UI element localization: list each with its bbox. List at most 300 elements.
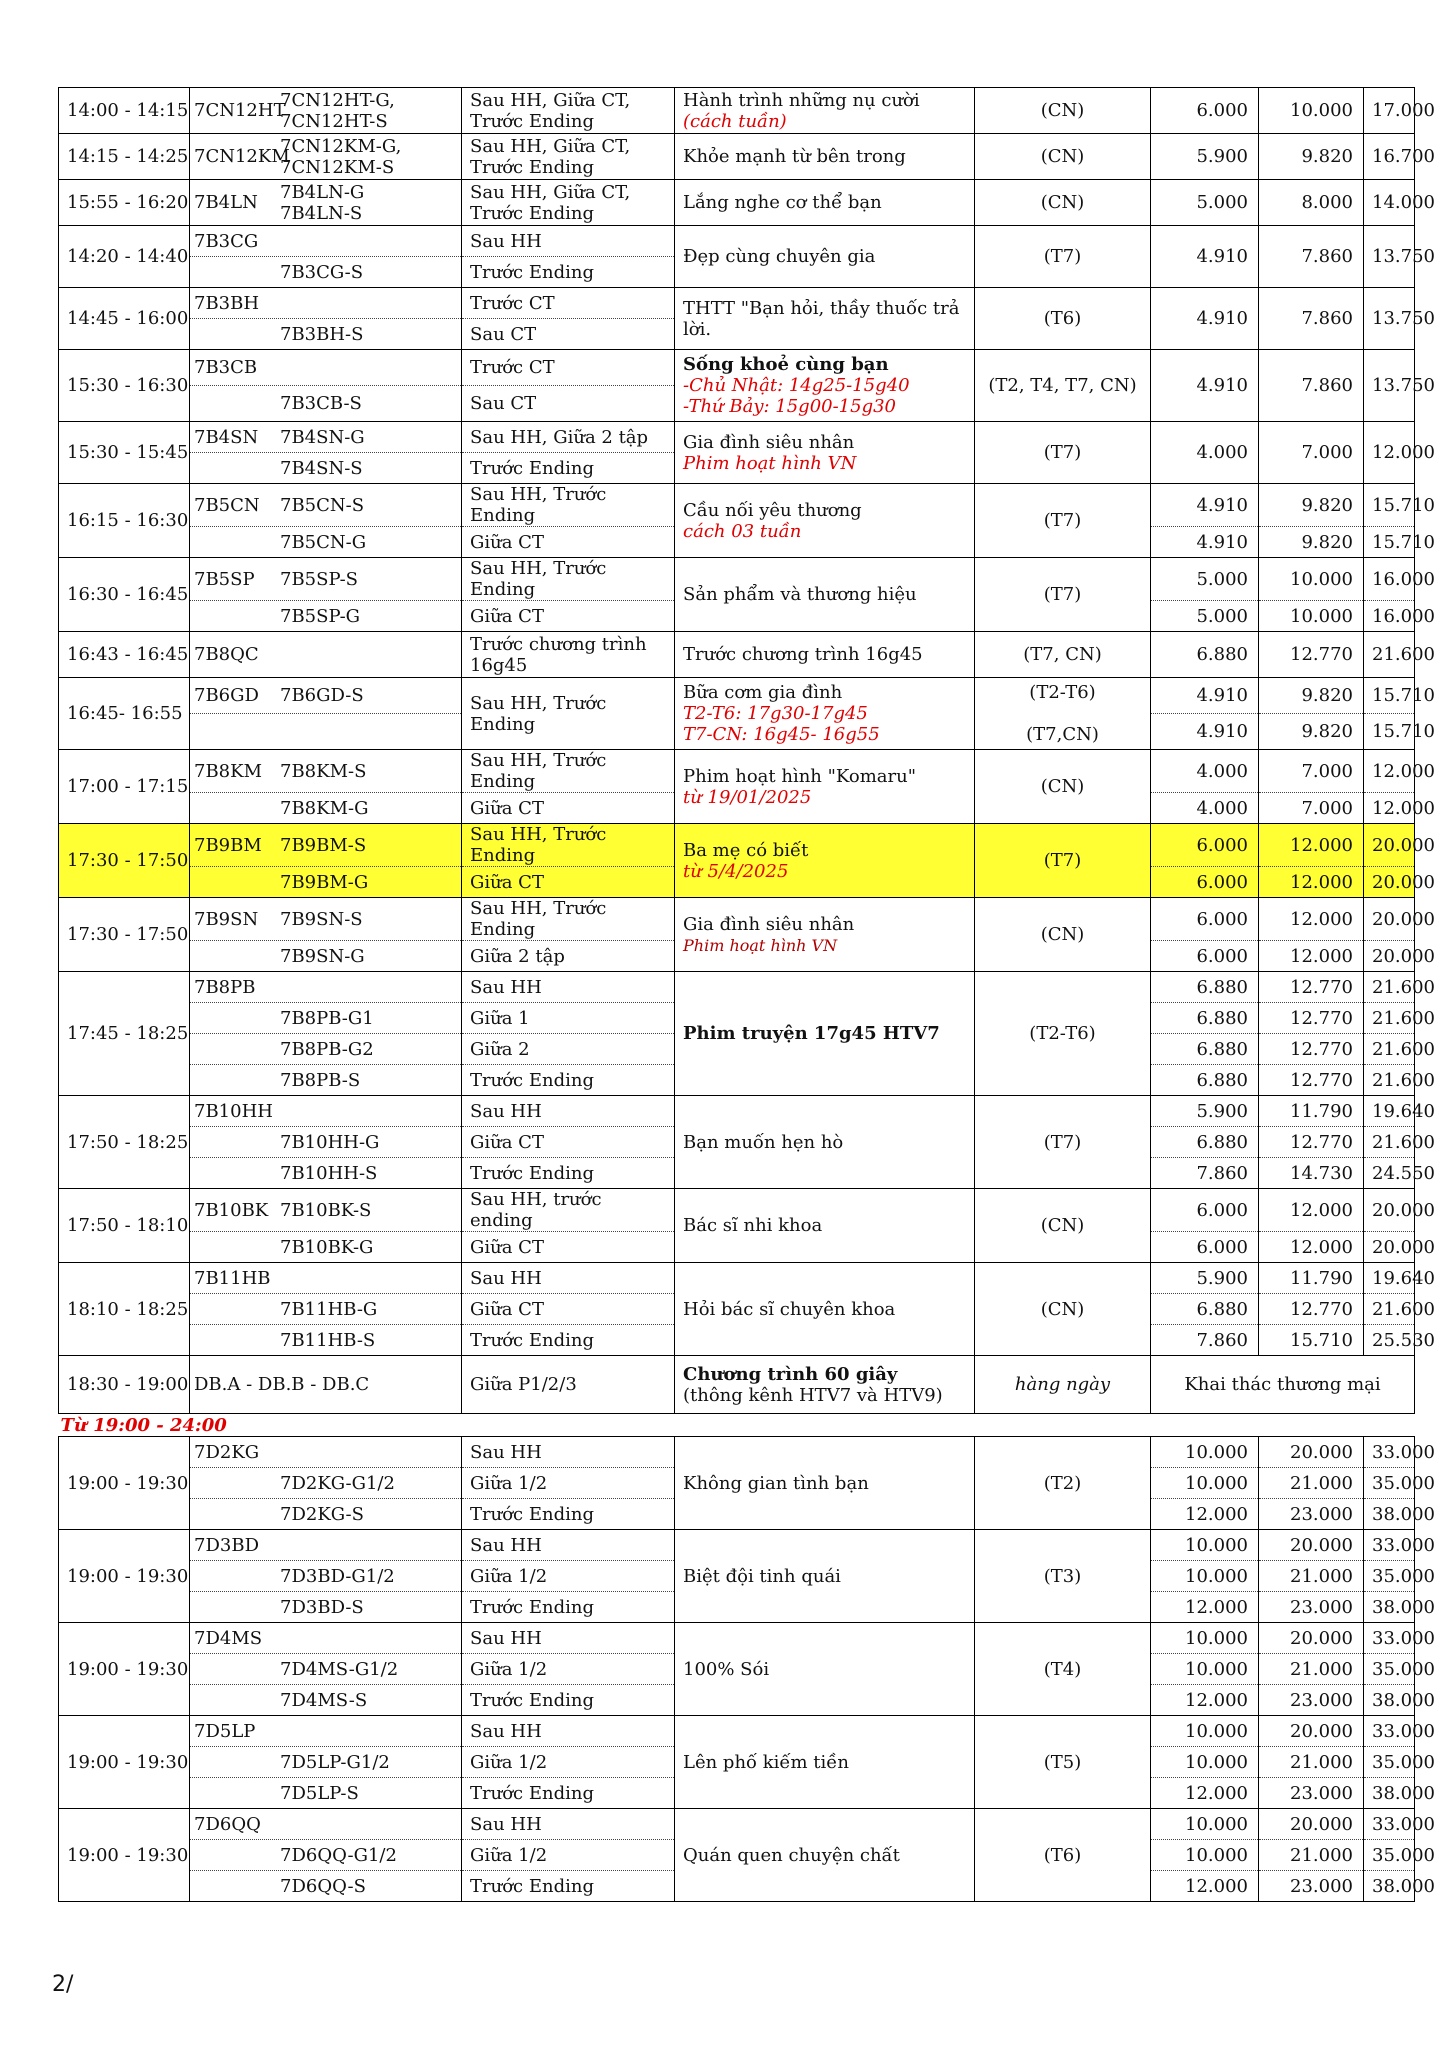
ad-position: Giữa 1 — [462, 1003, 675, 1034]
code-cell — [190, 1685, 462, 1716]
program-group — [59, 1356, 1415, 1414]
price-15s: 7.000 — [1259, 422, 1364, 484]
sub-code: 7B9SN-S — [280, 908, 363, 930]
code-cell — [190, 941, 462, 972]
price-30s: 38.000 — [1364, 1871, 1415, 1902]
time-slot: 14:00 - 14:15 — [59, 88, 190, 134]
sub-code: 7D5LP-G1/2 — [280, 1751, 390, 1773]
main-code: 7B4SN — [194, 426, 259, 448]
ad-position: Giữa 1/2 — [462, 1747, 675, 1778]
price-10s: 10.000 — [1151, 1530, 1259, 1561]
price-30s: 33.000 — [1364, 1530, 1415, 1561]
sub-code: 7B8KM-G — [280, 797, 369, 819]
price-15s: 7.860 — [1259, 226, 1364, 288]
sub-code: 7B5SP-G — [280, 605, 361, 627]
sub-code: 7B3CG-S — [280, 261, 364, 283]
price-15s: 12.000 — [1259, 824, 1364, 867]
sub-code: 7B10HH-G — [280, 1131, 380, 1153]
table-row — [59, 226, 1415, 257]
ad-position: Sau HH, Trước Ending — [462, 750, 675, 793]
program-name — [675, 558, 975, 632]
table-row — [59, 632, 1415, 678]
program-name — [675, 898, 975, 972]
ad-position: Giữa CT — [462, 867, 675, 898]
sub-code: 7B11HB-S — [280, 1329, 376, 1351]
program-name — [675, 750, 975, 824]
price-15s: 7.860 — [1259, 288, 1364, 350]
price-10s: 6.000 — [1151, 898, 1259, 941]
price-15s: 10.000 — [1259, 601, 1364, 632]
table-row — [59, 180, 1415, 226]
price-30s: 25.530 — [1364, 1325, 1415, 1356]
price-15s: 23.000 — [1259, 1871, 1364, 1902]
program-name — [675, 350, 975, 422]
program-title: Trước chương trình 16g45 — [683, 644, 923, 665]
ad-position: Sau HH — [462, 226, 675, 257]
price-10s: 6.880 — [1151, 1003, 1259, 1034]
ad-position: Giữa CT — [462, 601, 675, 632]
code-cell — [190, 350, 462, 386]
program-group — [59, 1437, 1435, 1530]
price-15s: 21.000 — [1259, 1747, 1364, 1778]
table-row — [59, 422, 1415, 453]
price-15s: 20.000 — [1259, 1716, 1364, 1747]
price-30s: 14.000 — [1364, 180, 1415, 226]
price-30s: 19.640 — [1364, 1263, 1415, 1294]
main-code: 7CN12KM — [194, 146, 290, 167]
price-30s: 13.750 — [1364, 288, 1415, 350]
price-30s: 35.000 — [1364, 1747, 1415, 1778]
sub-code: 7D3BD-S — [280, 1596, 364, 1618]
program-group — [59, 134, 1435, 180]
main-code: 7B6GD — [194, 685, 259, 706]
price-30s: 13.750 — [1364, 226, 1415, 288]
price-15s: 21.000 — [1259, 1468, 1364, 1499]
price-30s: 16.000 — [1364, 601, 1415, 632]
ad-position: Trước Ending — [462, 1499, 675, 1530]
price-15s: 12.770 — [1259, 1003, 1364, 1034]
price-15s: 12.770 — [1259, 1034, 1364, 1065]
price-30s: 21.600 — [1364, 972, 1415, 1003]
price-10s: 10.000 — [1151, 1623, 1259, 1654]
program-group — [59, 484, 1435, 558]
table-row — [59, 1356, 1415, 1414]
price-30s: 21.600 — [1364, 1294, 1415, 1325]
program-title: Chương trình 60 giây — [683, 1363, 898, 1385]
ad-position: Trước Ending — [462, 1325, 675, 1356]
price-note: Khai thác thương mại — [1151, 1356, 1415, 1414]
ad-position: Trước chương trình 16g45 — [462, 632, 675, 678]
code-cell — [190, 134, 462, 180]
price-30s: 12.000 — [1364, 793, 1415, 824]
sub-code: 7B8PB-G1 — [280, 1007, 374, 1029]
price-15s: 12.770 — [1259, 1294, 1364, 1325]
broadcast-day: (T2-T6) — [975, 972, 1151, 1096]
price-15s: 9.820 — [1259, 134, 1364, 180]
program-title: Bữa cơm gia đình — [683, 682, 843, 703]
table-row — [59, 1189, 1415, 1232]
price-15s: 12.770 — [1259, 972, 1364, 1003]
main-code: 7B11HB — [194, 1267, 271, 1289]
main-code: 7B8KM — [194, 760, 263, 782]
program-name — [675, 180, 975, 226]
rate-card-sheet — [58, 87, 1435, 1902]
sub-code: 7B5SP-S — [280, 568, 359, 590]
price-15s: 11.790 — [1259, 1096, 1364, 1127]
code-cell — [190, 601, 462, 632]
ad-position: Giữa 1/2 — [462, 1654, 675, 1685]
code-cell — [190, 288, 462, 319]
price-10s: 10.000 — [1151, 1437, 1259, 1468]
price-15s: 9.820 — [1259, 678, 1364, 714]
time-slot: 14:45 - 16:00 — [59, 288, 190, 350]
time-slot: 16:43 - 16:45 — [59, 632, 190, 678]
table-row — [59, 750, 1415, 793]
ad-position: Sau HH, Giữa 2 tập — [462, 422, 675, 453]
table-row — [59, 484, 1415, 527]
program-note: -Chủ Nhật: 14g25-15g40 -Thứ Bảy: 15g00-15g30 — [683, 375, 910, 417]
program-title: 100% Sói — [683, 1658, 770, 1680]
price-15s: 23.000 — [1259, 1778, 1364, 1809]
price-30s: 20.000 — [1364, 941, 1415, 972]
price-10s: 7.860 — [1151, 1158, 1259, 1189]
sub-code: 7D6QQ-S — [280, 1875, 366, 1897]
sub-code: 7B5CN-S — [280, 494, 365, 516]
broadcast-day: (T7) — [975, 226, 1151, 288]
price-10s: 6.000 — [1151, 88, 1259, 134]
program-title: Gia đình siêu nhân — [683, 913, 855, 935]
program-name — [675, 632, 975, 678]
price-10s: 6.000 — [1151, 1232, 1259, 1263]
program-note: (cách tuần) — [683, 110, 787, 132]
sub-code: 7B10BK-S — [280, 1199, 372, 1221]
program-name — [675, 1189, 975, 1263]
program-title: Lắng nghe cơ thể bạn — [683, 192, 882, 213]
sub-code: 7B9SN-G — [280, 945, 365, 967]
time-slot: 17:30 - 17:50 — [59, 824, 190, 898]
price-10s: 4.910 — [1151, 350, 1259, 422]
ad-position: Sau HH — [462, 1096, 675, 1127]
price-15s: 12.000 — [1259, 898, 1364, 941]
ad-position: Sau HH, Giữa CT, Trước Ending — [462, 88, 675, 134]
price-10s: 6.000 — [1151, 941, 1259, 972]
program-group — [59, 972, 1435, 1096]
price-10s: 4.000 — [1151, 750, 1259, 793]
price-30s: 20.000 — [1364, 824, 1415, 867]
table-row — [59, 1530, 1415, 1561]
program-name — [675, 88, 975, 134]
price-30s: 21.600 — [1364, 1127, 1415, 1158]
price-10s: 5.000 — [1151, 180, 1259, 226]
ad-position: Sau HH, Trước Ending — [462, 484, 675, 527]
sub-code: 7B10HH-S — [280, 1162, 378, 1184]
program-title: Gia đình siêu nhân — [683, 431, 855, 453]
code-cell — [190, 453, 462, 484]
table-row — [59, 972, 1415, 1003]
time-slot: 17:45 - 18:25 — [59, 972, 190, 1096]
program-name — [675, 972, 975, 1096]
price-30s: 33.000 — [1364, 1809, 1415, 1840]
price-10s: 10.000 — [1151, 1747, 1259, 1778]
table-row — [59, 1623, 1415, 1654]
main-code: 7D2KG — [194, 1441, 260, 1463]
program-group — [59, 824, 1435, 898]
price-15s: 9.820 — [1259, 527, 1364, 558]
price-15s: 21.000 — [1259, 1840, 1364, 1871]
program-name — [675, 1623, 975, 1716]
price-15s: 15.710 — [1259, 1325, 1364, 1356]
broadcast-day: (T6) — [975, 288, 1151, 350]
broadcast-day: (CN) — [975, 1263, 1151, 1356]
price-10s: 6.000 — [1151, 867, 1259, 898]
price-10s: 4.910 — [1151, 288, 1259, 350]
program-group — [59, 180, 1435, 226]
program-name — [675, 1263, 975, 1356]
code-cell — [190, 678, 462, 714]
table-row — [59, 1437, 1415, 1468]
time-slot: 16:45- 16:55 — [59, 678, 190, 750]
ad-position: Giữa P1/2/3 — [462, 1356, 675, 1414]
sub-code: 7B4LN-G 7B4LN-S — [280, 181, 365, 224]
price-10s: 4.910 — [1151, 527, 1259, 558]
code-cell — [190, 1189, 462, 1232]
program-group — [59, 1623, 1435, 1716]
price-30s: 21.600 — [1364, 1003, 1415, 1034]
price-30s: 38.000 — [1364, 1499, 1415, 1530]
price-10s: 12.000 — [1151, 1685, 1259, 1716]
time-slot: 17:50 - 18:10 — [59, 1189, 190, 1263]
price-15s: 23.000 — [1259, 1499, 1364, 1530]
program-title: Bác sĩ nhi khoa — [683, 1215, 823, 1236]
code-cell — [190, 1468, 462, 1499]
code-cell — [190, 824, 462, 867]
code-cell — [190, 1778, 462, 1809]
table-row — [59, 1716, 1415, 1747]
broadcast-day: (T2, T4, T7, CN) — [975, 350, 1151, 422]
price-15s: 9.820 — [1259, 484, 1364, 527]
price-30s: 20.000 — [1364, 867, 1415, 898]
price-30s: 20.000 — [1364, 1232, 1415, 1263]
code-cell — [190, 226, 462, 257]
price-10s: 12.000 — [1151, 1592, 1259, 1623]
time-slot: 18:10 - 18:25 — [59, 1263, 190, 1356]
code-cell — [190, 1437, 462, 1468]
program-name — [675, 1809, 975, 1902]
price-30s: 33.000 — [1364, 1623, 1415, 1654]
code-cell — [190, 1065, 462, 1096]
ad-position: Sau HH, Trước Ending — [462, 558, 675, 601]
sub-code: 7B11HB-G — [280, 1298, 378, 1320]
program-group — [59, 750, 1435, 824]
section-title: Từ 19:00 - 24:00 — [59, 1414, 1364, 1437]
code-cell — [190, 257, 462, 288]
price-10s: 5.000 — [1151, 601, 1259, 632]
section-header — [59, 1414, 1415, 1437]
program-name — [675, 134, 975, 180]
main-code: 7B10BK — [194, 1199, 269, 1221]
ad-position: Sau HH — [462, 1530, 675, 1561]
program-group — [59, 288, 1435, 350]
price-15s: 8.000 — [1259, 180, 1364, 226]
price-10s: 6.000 — [1151, 824, 1259, 867]
ad-position: Trước CT — [462, 350, 675, 386]
price-30s: 19.640 — [1364, 1096, 1415, 1127]
code-cell — [190, 1592, 462, 1623]
ad-position: Sau HH — [462, 1716, 675, 1747]
program-title: Hỏi bác sĩ chuyên khoa — [683, 1298, 896, 1320]
code-cell — [190, 484, 462, 527]
program-name — [675, 1530, 975, 1623]
price-15s: 9.820 — [1259, 714, 1364, 750]
code-cell — [190, 972, 462, 1003]
ad-position: Sau HH — [462, 1623, 675, 1654]
sub-code: 7B8KM-S — [280, 760, 367, 782]
price-10s: 6.880 — [1151, 1127, 1259, 1158]
program-title: Đẹp cùng chuyên gia — [683, 246, 876, 267]
price-10s: 4.000 — [1151, 422, 1259, 484]
program-note: T2-T6: 17g30-17g45 T7-CN: 16g45- 16g55 — [683, 703, 880, 745]
program-group — [59, 226, 1435, 288]
price-10s: 10.000 — [1151, 1561, 1259, 1592]
program-title: Bạn muốn hẹn hò — [683, 1131, 844, 1153]
table-row — [59, 558, 1415, 601]
program-note: Phim hoạt hình VN — [683, 935, 838, 955]
ad-position: Sau HH, Trước Ending — [462, 824, 675, 867]
price-30s: 24.550 — [1364, 1158, 1415, 1189]
program-group — [59, 1189, 1435, 1263]
program-group — [59, 350, 1435, 422]
ad-position: Sau HH — [462, 972, 675, 1003]
sub-code: 7B8PB-G2 — [280, 1038, 374, 1060]
ad-position: Giữa CT — [462, 527, 675, 558]
code-cell — [190, 1325, 462, 1356]
program-group — [59, 1716, 1435, 1809]
price-15s: 12.000 — [1259, 1232, 1364, 1263]
code-cell — [190, 867, 462, 898]
price-15s: 20.000 — [1259, 1530, 1364, 1561]
ad-position: Sau HH — [462, 1809, 675, 1840]
broadcast-day: (T7) — [975, 558, 1151, 632]
main-code: 7B3CG — [194, 230, 259, 252]
price-30s: 15.710 — [1364, 484, 1415, 527]
time-slot: 17:50 - 18:25 — [59, 1096, 190, 1189]
code-cell — [190, 714, 462, 750]
broadcast-day: hàng ngày — [975, 1356, 1151, 1414]
broadcast-day: (T3) — [975, 1530, 1151, 1623]
sub-code: 7B4SN-G — [280, 426, 365, 448]
ad-position: Giữa 1/2 — [462, 1561, 675, 1592]
code-cell — [190, 1263, 462, 1294]
ad-position: Sau HH, Giữa CT, Trước Ending — [462, 180, 675, 226]
ad-position: Trước CT — [462, 288, 675, 319]
sub-code: 7D6QQ-G1/2 — [280, 1844, 397, 1866]
price-30s: 21.600 — [1364, 1034, 1415, 1065]
program-name — [675, 288, 975, 350]
price-30s: 20.000 — [1364, 1189, 1415, 1232]
rate-table — [58, 87, 1435, 1902]
program-title: Phim truyện 17g45 HTV7 — [683, 1023, 940, 1044]
program-group — [59, 88, 1435, 134]
sub-code: 7B8PB-S — [280, 1069, 361, 1091]
price-10s: 4.910 — [1151, 714, 1259, 750]
sub-code: 7D4MS-S — [280, 1689, 368, 1711]
program-name — [675, 678, 975, 750]
ad-position: Giữa CT — [462, 793, 675, 824]
ad-position: Sau HH — [462, 1437, 675, 1468]
time-slot: 15:30 - 16:30 — [59, 350, 190, 422]
price-30s: 33.000 — [1364, 1716, 1415, 1747]
time-slot: 19:00 - 19:30 — [59, 1623, 190, 1716]
time-slot: 16:15 - 16:30 — [59, 484, 190, 558]
price-10s: 6.880 — [1151, 632, 1259, 678]
program-group — [59, 1530, 1435, 1623]
price-15s: 21.000 — [1259, 1561, 1364, 1592]
sub-code: 7B6GD-S — [280, 685, 364, 706]
code-cell — [190, 1294, 462, 1325]
broadcast-day: (T5) — [975, 1716, 1151, 1809]
price-10s: 6.000 — [1151, 1189, 1259, 1232]
price-15s: 12.000 — [1259, 1189, 1364, 1232]
program-note: từ 19/01/2025 — [683, 786, 812, 808]
program-group — [59, 1263, 1435, 1356]
broadcast-day: (T7) — [975, 484, 1151, 558]
ad-position: Trước Ending — [462, 1065, 675, 1096]
ad-position: Giữa CT — [462, 1127, 675, 1158]
program-name — [675, 422, 975, 484]
code-cell — [190, 1499, 462, 1530]
price-30s: 38.000 — [1364, 1778, 1415, 1809]
program-group — [59, 1809, 1435, 1902]
table-row — [59, 88, 1415, 134]
program-name — [675, 1437, 975, 1530]
table-row — [59, 1263, 1415, 1294]
ad-position: Trước Ending — [462, 1778, 675, 1809]
table-row — [59, 1809, 1415, 1840]
price-15s: 23.000 — [1259, 1592, 1364, 1623]
price-15s: 21.000 — [1259, 1654, 1364, 1685]
ad-position: Giữa 2 tập — [462, 941, 675, 972]
sub-code: 7D2KG-S — [280, 1503, 364, 1525]
main-code: 7CN12HT — [194, 100, 286, 121]
time-slot: 14:15 - 14:25 — [59, 134, 190, 180]
time-slot: 19:00 - 19:30 — [59, 1437, 190, 1530]
program-note: từ 5/4/2025 — [683, 860, 789, 882]
broadcast-day: (T7) — [975, 1096, 1151, 1189]
price-10s: 5.900 — [1151, 1263, 1259, 1294]
main-code: 7D4MS — [194, 1627, 263, 1649]
code-cell — [190, 319, 462, 350]
code-cell — [190, 1232, 462, 1263]
code-cell — [190, 1096, 462, 1127]
price-30s: 12.000 — [1364, 422, 1415, 484]
program-group — [59, 1096, 1435, 1189]
sub-code: 7D3BD-G1/2 — [280, 1565, 395, 1587]
ad-position: Sau HH, Trước Ending — [462, 898, 675, 941]
code-cell — [190, 1530, 462, 1561]
program-name — [675, 1716, 975, 1809]
program-title: THTT "Bạn hỏi, thầy thuốc trả lời. — [683, 297, 960, 340]
code-cell — [190, 632, 462, 678]
sub-code: 7B9BM-G — [280, 871, 369, 893]
time-slot: 17:30 - 17:50 — [59, 898, 190, 972]
main-code: 7B8PB — [194, 976, 256, 998]
price-30s: 35.000 — [1364, 1561, 1415, 1592]
table-row — [59, 678, 1415, 714]
price-10s: 4.000 — [1151, 793, 1259, 824]
program-title: Sống khoẻ cùng bạn — [683, 354, 889, 375]
program-title: Biệt đội tinh quái — [683, 1565, 841, 1587]
ad-position: Trước Ending — [462, 1592, 675, 1623]
